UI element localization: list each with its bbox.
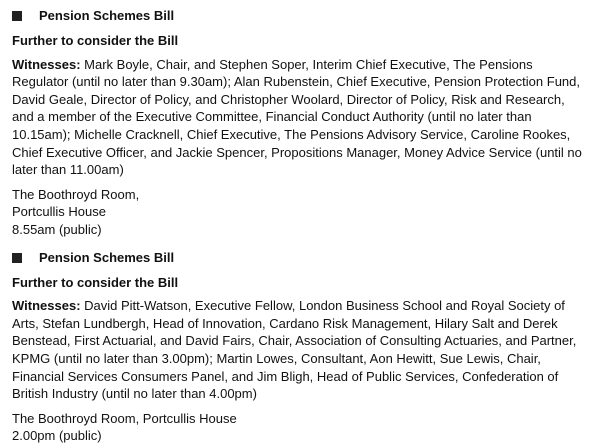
time-line: 8.55am (public) [12, 221, 102, 237]
entry-heading [12, 7, 588, 25]
entry-subtitle: Further to consider the Bill [12, 33, 179, 48]
entry-title: Pension Schemes Bill [39, 8, 175, 24]
location-block [12, 410, 588, 445]
location-line: The Boothroyd Room, [12, 186, 140, 202]
witnesses-text: David Pitt-Watson, Executive Fellow, London Business School and Royal Society of Arts, Stefan Lundbergh, Head of Innovation, Cardano Risk Management, Hilary Salt and Derek Benstead, First Actuarial, and David Fairs, Chair, Association of Consulting Actuaries, and Partner, KPMG (until no later than 3.00pm); Martin Lowes, Consultant, Aon Hewitt, Sue Lewis, Chair, Financial Services Consumers Panel, and Jim Bligh, Head of Public Services, Confederation of British Industry (until no later than 4.00pm) [12, 298, 577, 402]
location-block [12, 186, 588, 239]
witnesses-label: Witnesses: [12, 298, 81, 314]
witnesses-label: Witnesses: [12, 56, 81, 72]
agenda-entry-2 [12, 249, 588, 445]
witnesses-paragraph [12, 297, 588, 403]
entry-heading [12, 249, 588, 267]
location-line: The Boothroyd Room, Portcullis House [12, 410, 237, 426]
entry-subtitle: Further to consider the Bill [12, 274, 179, 290]
square-bullet-icon [12, 11, 22, 21]
square-bullet-icon [12, 253, 22, 263]
witnesses-paragraph [12, 56, 588, 179]
agenda-entry-1 [12, 7, 588, 239]
witnesses-text: Mark Boyle, Chair, and Stephen Soper, Interim Chief Executive, The Pensions Regulator (until no later than 9.30am); Alan Rubenstein, Chief Executive, Pension Protection Fund, David Geale, Director of Policy, and Christopher Woolard, Director of Policy, Risk and Research, and a member of the Executive Committee, Financial Conduct Authority (until no later than 10.15am); Michelle Cracknell, Chief Executive, The Pensions Advisory Service, Caroline Rookes, Chief Executive Officer, and Jackie Spencer, Propositions Manager, Money Advice Service (until no later than 11.00am) [12, 56, 582, 178]
location-line: Portcullis House [12, 204, 106, 220]
entry-title: Pension Schemes Bill [39, 249, 175, 265]
time-line: 2.00pm (public) [12, 428, 102, 444]
